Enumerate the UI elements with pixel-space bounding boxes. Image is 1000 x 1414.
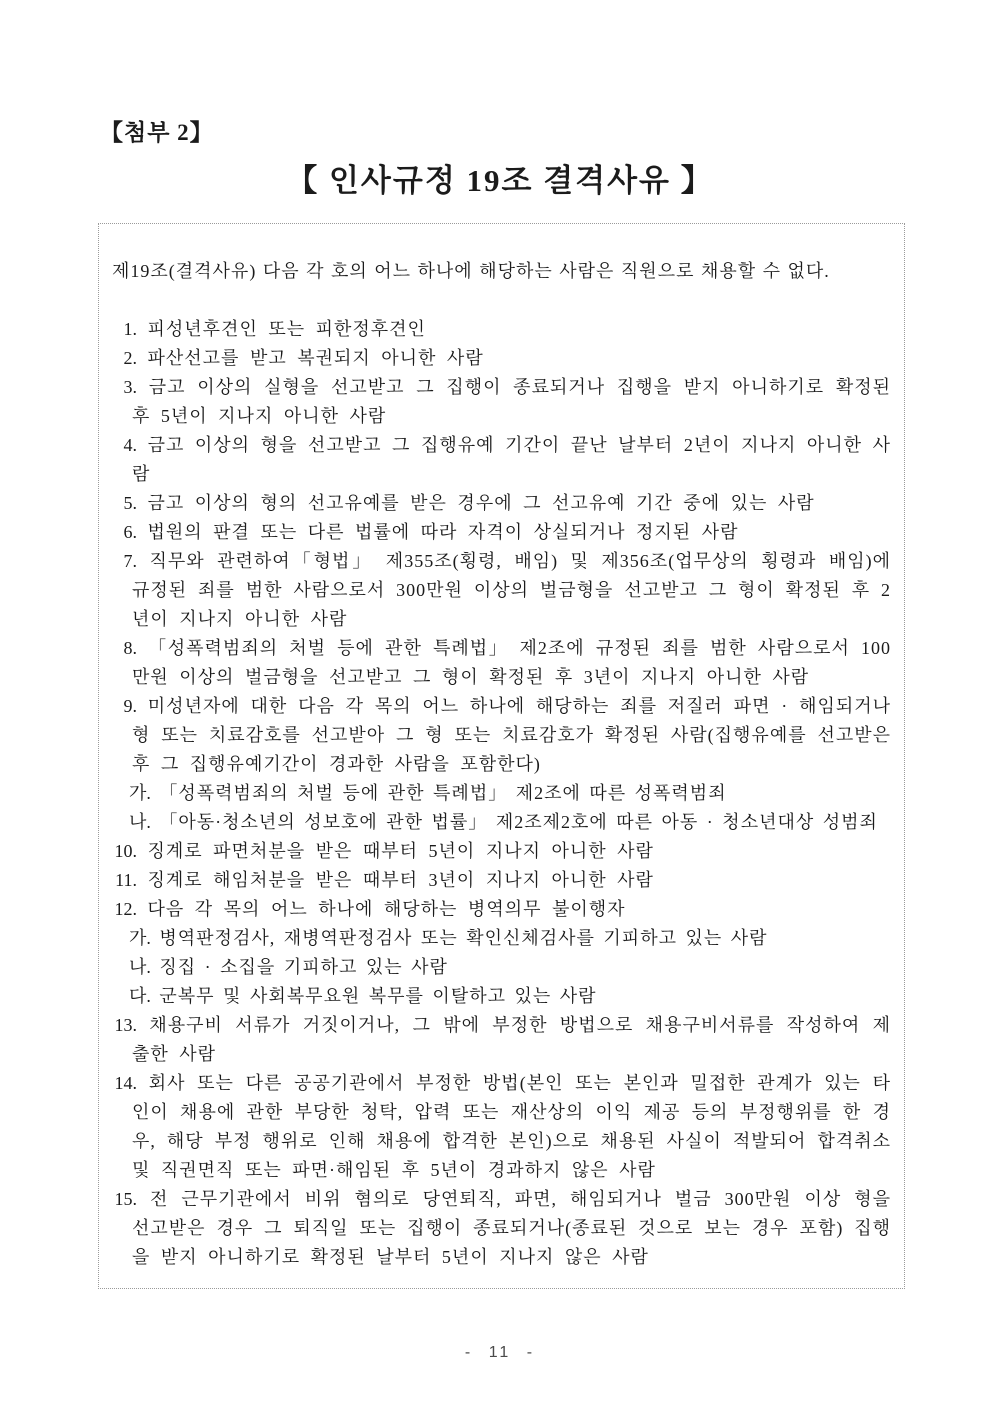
article-intro: 제19조(결격사유) 다음 각 호의 어느 하나에 해당하는 사람은 직원으로 채용할 수 없다. [112, 261, 830, 281]
item-number: 8. [123, 638, 137, 658]
list-item [112, 634, 891, 692]
item-text: 채용구비 서류가 거짓이거나, 그 밖에 부정한 방법으로 채용구비서류를 작성하여 제출한 사람 [132, 1015, 891, 1064]
list-item [112, 315, 891, 344]
list-item [112, 431, 891, 489]
item-text: 징계로 파면처분을 받은 때부터 5년이 지나지 아니한 사람 [147, 841, 654, 861]
item-number: 가. [129, 928, 151, 948]
item-text: 미성년자에 대한 다음 각 목의 어느 하나에 해당하는 죄를 저질러 파면 · 해임되거나 형 또는 치료감호를 선고받아 그 형 또는 치료감호가 확정된 사람(집행유예를 선고받은 후 그 집행유예기간이 경과한 사람을 포함한다) [132, 696, 892, 774]
list-item [112, 982, 891, 1011]
item-text: 다음 각 목의 어느 하나에 해당하는 병역의무 불이행자 [147, 899, 626, 919]
item-text: 「아동·청소년의 성보호에 관한 법률」 제2조제2호에 따른 아동 · 청소년대상 성범죄 [159, 812, 878, 832]
item-number: 다. [129, 986, 151, 1006]
item-text: 파산선고를 받고 복권되지 아니한 사람 [147, 348, 484, 368]
item-text: 전 근무기관에서 비위 혐의로 당연퇴직, 파면, 해임되거나 벌금 300만원 이상 형을 선고받은 경우 그 퇴직일 또는 집행이 종료되거나(종료된 것으로 보는 경우 포함) 집행을 받지 아니하기로 확정된 날부터 5년이 지나지 않은 사람 [132, 1189, 891, 1267]
item-text: 회사 또는 다른 공공기관에서 부정한 방법(본인 또는 본인과 밀접한 관계가 있는 타인이 채용에 관한 부당한 청탁, 압력 또는 재산상의 이익 제공 등의 부정행위를 한 경우, 해당 부정 행위로 인해 채용에 합격한 본인)으로 채용된 사실이 적발되어 합격취소 및 직권면직 또는 파면·해임된 후 5년이 경과하지 않은 사람 [132, 1073, 892, 1180]
item-number: 나. [129, 812, 151, 832]
item-number: 9. [123, 696, 137, 716]
item-text: 금고 이상의 형을 선고받고 그 집행유예 기간이 끝난 날부터 2년이 지나지 아니한 사람 [132, 435, 891, 484]
item-text: 「성폭력범죄의 처벌 등에 관한 특례법」 제2조에 따른 성폭력범죄 [159, 783, 727, 803]
item-number: 14. [114, 1073, 137, 1093]
list-item [112, 953, 891, 982]
item-text: 피성년후견인 또는 피한정후견인 [147, 319, 426, 339]
item-text: 법원의 판결 또는 다른 법률에 따라 자격이 상실되거나 정지된 사람 [147, 522, 739, 542]
item-number: 6. [123, 522, 137, 542]
item-number: 13. [114, 1015, 137, 1035]
list-item [112, 808, 891, 837]
list-item [112, 924, 891, 953]
item-number: 1. [123, 319, 137, 339]
item-text: 금고 이상의 형의 선고유예를 받은 경우에 그 선고유예 기간 중에 있는 사람 [147, 493, 815, 513]
item-text: 직무와 관련하여「형법」 제355조(횡령, 배임) 및 제356조(업무상의 횡령과 배임)에 규정된 죄를 범한 사람으로서 300만원 이상의 벌금형을 선고받고 그 형이 확정된 후 2년이 지나지 아니한 사람 [132, 551, 892, 629]
list-item [112, 895, 891, 924]
item-number: 12. [114, 899, 137, 919]
list-item [112, 547, 891, 634]
clause-list [112, 315, 891, 1272]
item-number: 2. [123, 348, 137, 368]
list-item [112, 866, 891, 895]
page-number: - 11 - [464, 1344, 536, 1361]
item-number: 나. [129, 957, 151, 977]
item-text: 징집 · 소집을 기피하고 있는 사람 [159, 957, 448, 977]
item-text: 군복무 및 사회복무요원 복무를 이탈하고 있는 사람 [159, 986, 597, 1006]
list-item [112, 837, 891, 866]
list-item [112, 1011, 891, 1069]
attachment-label: 【첨부 2】 [100, 120, 214, 145]
item-number: 가. [129, 783, 151, 803]
item-text: 병역판정검사, 재병역판정검사 또는 확인신체검사를 기피하고 있는 사람 [159, 928, 768, 948]
item-number: 4. [123, 435, 137, 455]
list-item [112, 1069, 891, 1185]
list-item [112, 344, 891, 373]
list-item [112, 692, 891, 779]
item-number: 11. [115, 870, 137, 890]
item-number: 15. [114, 1189, 137, 1209]
item-text: 금고 이상의 실형을 선고받고 그 집행이 종료되거나 집행을 받지 아니하기로 확정된 후 5년이 지나지 아니한 사람 [132, 377, 891, 426]
list-item [112, 489, 891, 518]
item-number: 10. [114, 841, 137, 861]
article-box [98, 223, 905, 1289]
item-number: 3. [123, 377, 137, 397]
list-item [112, 373, 891, 431]
page-title: 【 인사규정 19조 결격사유 】 [286, 163, 714, 198]
list-item [112, 518, 891, 547]
item-number: 7. [123, 551, 137, 571]
item-text: 징계로 해임처분을 받은 때부터 3년이 지나지 아니한 사람 [147, 870, 654, 890]
item-number: 5. [123, 493, 137, 513]
list-item [112, 779, 891, 808]
list-item [112, 1185, 891, 1272]
item-text: 「성폭력범죄의 처벌 등에 관한 특례법」 제2조에 규정된 죄를 범한 사람으로서 100만원 이상의 벌금형을 선고받고 그 형이 확정된 후 3년이 지나지 아니한 사람 [132, 638, 892, 687]
